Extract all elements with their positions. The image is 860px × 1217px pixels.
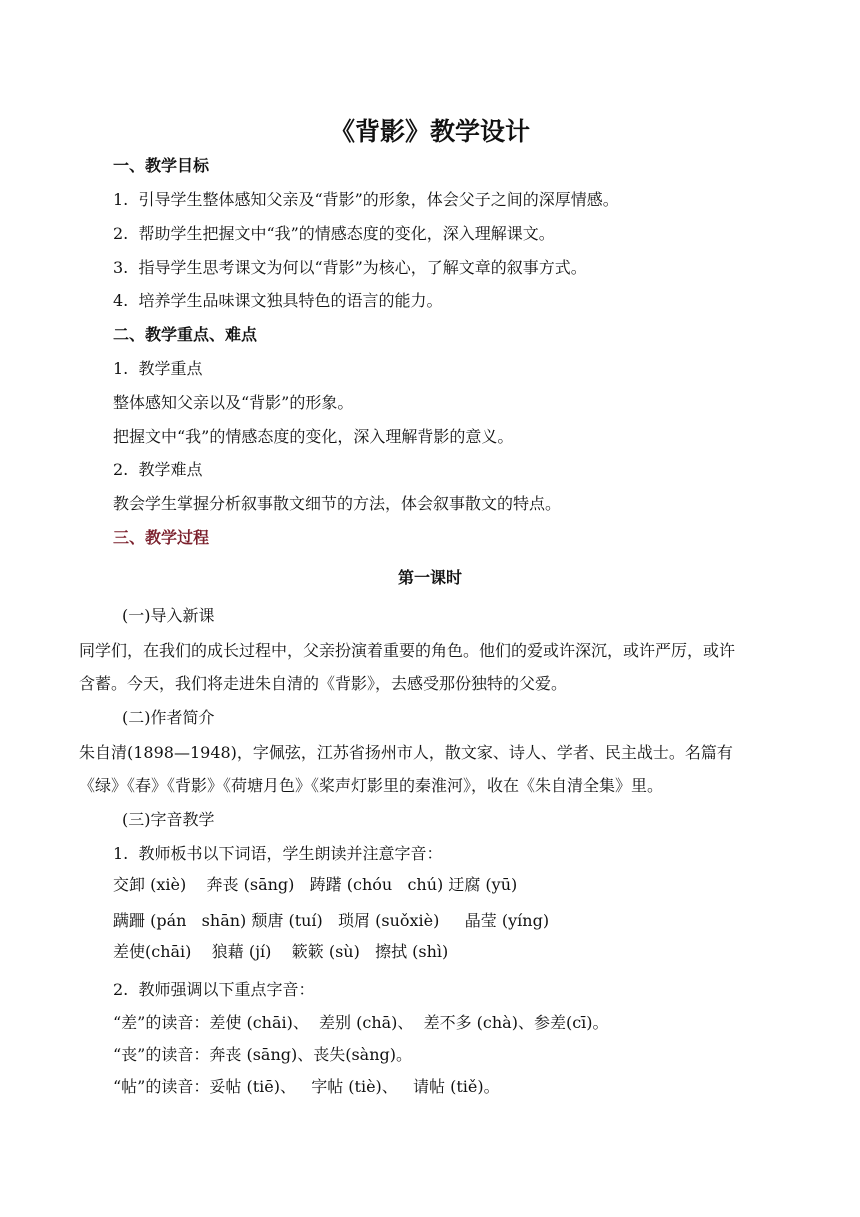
objective-item: 3. 指导学生思考课文为何以“背影”为核心，了解文章的叙事方式。 (113, 258, 587, 277)
vocab-line: 交卸 (xiè) 奔丧 (sāng) 踌躇 (chóu chú) 迂腐 (yū) (113, 875, 518, 894)
document-title: 《背影》教学设计 (329, 117, 530, 146)
emphasis-instruction: 2. 教师强调以下重点字音： (113, 980, 315, 999)
section-heading-process: 三、教学过程 (113, 528, 210, 547)
author-paragraph-line: 《绿》《春》《背影》《荷塘月色》《桨声灯影里的秦淮河》，收在《朱自清全集》里。 (79, 776, 664, 795)
objective-item: 2. 帮助学生把握文中“我”的情感态度的变化，深入理解课文。 (113, 224, 555, 243)
emphasis-line: “丧”的读音：奔丧 (sāng)、丧失(sàng)。 (113, 1045, 413, 1064)
emphasis-line: “差”的读音：差使 (chāi)、 差别 (chā)、 差不多 (chà)、参差(cī)。 (113, 1013, 609, 1032)
lesson-heading: 第一课时 (397, 568, 462, 587)
vocab-line: 差使(chāi) 狼藉 (jí) 簌簌 (sù) 擦拭 (shì) (113, 942, 449, 961)
difficulty-label: 2. 教学难点 (113, 460, 203, 479)
intro-paragraph-line: 同学们，在我们的成长过程中，父亲扮演着重要的角色。他们的爱或许深沉，或许严厉，或许 (79, 641, 736, 660)
key-points-label: 1. 教学重点 (113, 359, 203, 378)
section-heading-objectives: 一、教学目标 (113, 156, 210, 175)
key-point-line: 整体感知父亲以及“背影”的形象。 (113, 393, 354, 412)
board-instruction: 1. 教师板书以下词语，学生朗读并注意字音： (113, 844, 443, 863)
author-paragraph-line: 朱自清(1898—1948)，字佩弦，江苏省扬州市人，散文家、诗人、学者、民主战士。名篇有 (79, 743, 733, 762)
objective-item: 1. 引导学生整体感知父亲及“背影”的形象，体会父子之间的深厚情感。 (113, 190, 619, 209)
subheading-intro: (一)导入新课 (122, 606, 215, 625)
key-point-line: 把握文中“我”的情感态度的变化，深入理解背影的意义。 (113, 427, 514, 446)
subheading-phonetics: (三)字音教学 (122, 810, 215, 829)
objective-item: 4. 培养学生品味课文独具特色的语言的能力。 (113, 291, 443, 310)
subheading-author: (二)作者简介 (122, 708, 215, 727)
section-heading-key-points: 二、教学重点、难点 (113, 325, 258, 344)
intro-paragraph-line: 含蓄。今天，我们将走进朱自清的《背影》，去感受那份独特的父爱。 (79, 674, 568, 693)
vocab-line: 蹒跚 (pán shān) 颓唐 (tuí) 琐屑 (suǒxiè) 晶莹 (yíng) (113, 911, 550, 930)
emphasis-line: “帖”的读音：妥帖 (tiē)、 字帖 (tiè)、 请帖 (tiě)。 (113, 1077, 500, 1096)
difficulty-line: 教会学生掌握分析叙事散文细节的方法，体会叙事散文的特点。 (113, 494, 562, 513)
